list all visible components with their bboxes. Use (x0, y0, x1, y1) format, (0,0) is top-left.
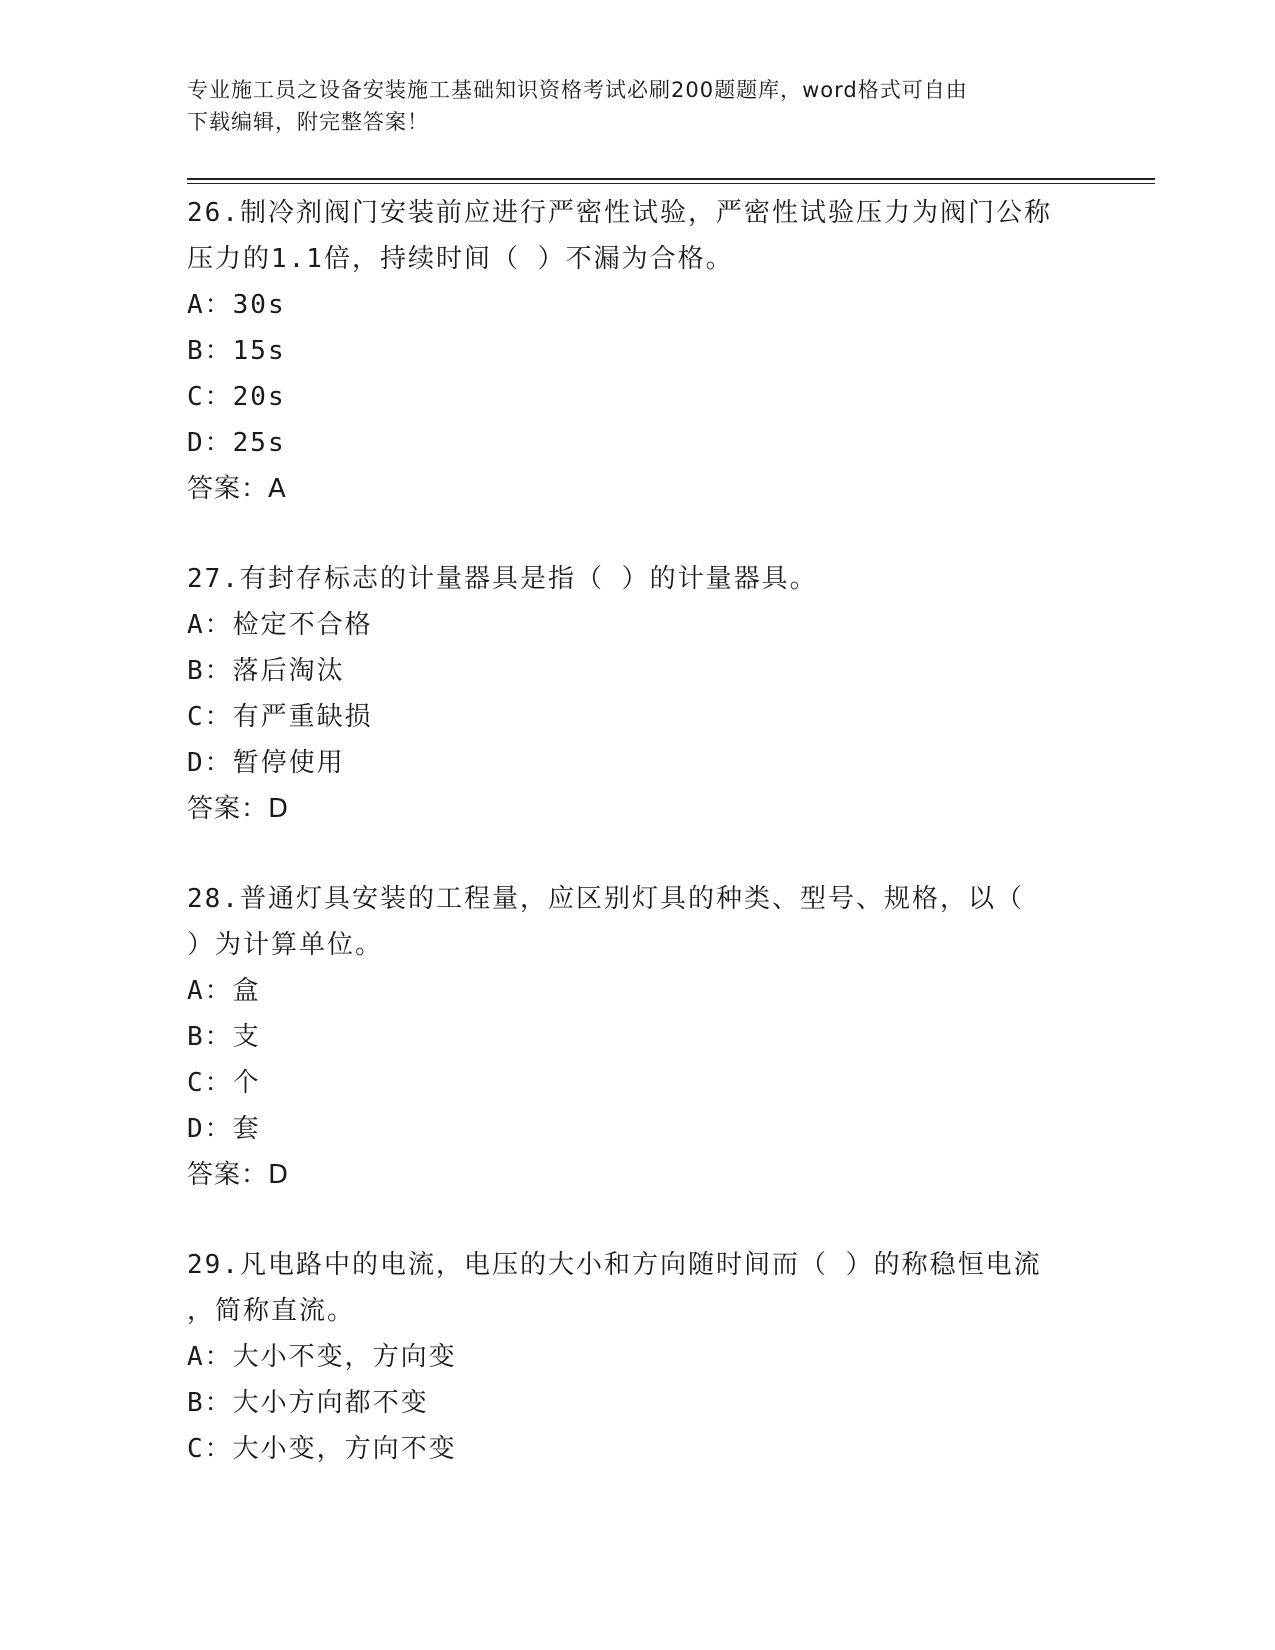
option-c: C：个 (187, 1068, 261, 1098)
option-c: C：20s (187, 382, 286, 412)
question-text: 压力的1.1倍，持续时间（ ）不漏为合格。 (187, 244, 734, 274)
option-d: D：暂停使用 (187, 748, 345, 778)
question-text: ）为计算单位。 (187, 930, 384, 960)
option-d: D：套 (187, 1114, 261, 1144)
question-text: 26.制冷剂阀门安装前应进行严密性试验，严密性试验压力为阀门公称 (187, 198, 1052, 228)
option-a: A：盒 (187, 976, 261, 1006)
option-d: D：25s (187, 428, 286, 458)
option-b: B：支 (187, 1022, 261, 1052)
question-text: 27.有封存标志的计量器具是指（ ）的计量器具。 (187, 564, 818, 594)
answer: 答案：D (187, 1160, 290, 1190)
option-b: B：15s (187, 336, 286, 366)
question-text: 28.普通灯具安装的工程量，应区别灯具的种类、型号、规格，以（ (187, 884, 1024, 914)
header-line: 专业施工员之设备安装施工基础知识资格考试必刷200题题库，word格式可自由 (187, 78, 968, 102)
answer: 答案：D (187, 794, 290, 824)
option-a: A：30s (187, 290, 286, 320)
document-header (187, 74, 1067, 138)
question-27 (187, 556, 1087, 832)
option-c: C：有严重缺损 (187, 702, 373, 732)
answer: 答案：A (187, 474, 287, 504)
header-line: 下载编辑，附完整答案！ (187, 110, 429, 134)
option-b: B：落后淘汰 (187, 656, 345, 686)
option-a: A：检定不合格 (187, 610, 373, 640)
question-list (187, 190, 1087, 1516)
header-divider-thin (187, 183, 1155, 184)
question-26 (187, 190, 1087, 512)
question-text: ，简称直流。 (187, 1296, 356, 1326)
option-c: C：大小变，方向不变 (187, 1434, 457, 1464)
option-a: A：大小不变，方向变 (187, 1342, 457, 1372)
question-29 (187, 1242, 1087, 1472)
question-28 (187, 876, 1087, 1198)
question-text: 29.凡电路中的电流，电压的大小和方向随时间而（ ）的称稳恒电流 (187, 1250, 1042, 1280)
header-divider (187, 178, 1155, 180)
option-b: B：大小方向都不变 (187, 1388, 429, 1418)
